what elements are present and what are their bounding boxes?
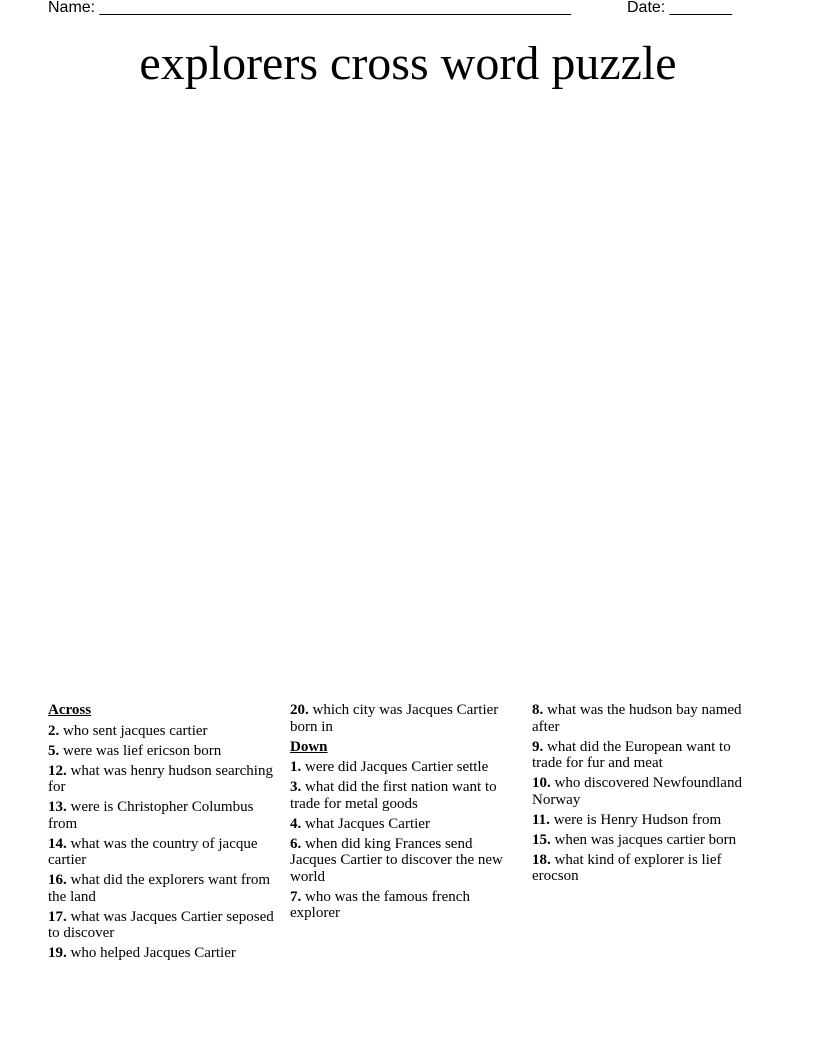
- clue-number: 18.: [532, 851, 551, 868]
- down-clue: [290, 816, 522, 833]
- crossword-grid-area: [48, 110, 768, 690]
- clue-text: what did the first nation want to trade for metal goods: [290, 779, 497, 812]
- date-label: Date:: [627, 0, 670, 16]
- clue-text: which city was Jacques Cartier born in: [290, 702, 499, 735]
- down-clue: [532, 739, 764, 772]
- down-clue: [532, 812, 764, 829]
- across-clue: [48, 872, 280, 905]
- down-clue: [532, 852, 764, 885]
- across-clue: [48, 723, 280, 740]
- down-clue: [290, 889, 522, 922]
- clue-text: what was the country of jacque cartier: [48, 835, 258, 868]
- clue-number: 20.: [290, 702, 309, 718]
- clue-number: 11.: [532, 811, 550, 828]
- clue-column-3: [532, 702, 764, 888]
- clue-number: 8.: [532, 702, 544, 718]
- clue-number: 13.: [48, 799, 67, 815]
- down-clue: [532, 702, 764, 735]
- clue-text: what was the hudson bay named after: [532, 702, 742, 735]
- name-label: Name:: [48, 0, 100, 16]
- clue-number: 3.: [290, 779, 302, 795]
- clue-number: 16.: [48, 872, 67, 888]
- across-clue: [48, 945, 280, 962]
- clue-number: 6.: [290, 835, 302, 852]
- date-field: [627, 0, 732, 17]
- across-clue: [290, 702, 522, 735]
- clue-number: 19.: [48, 945, 67, 961]
- down-clue: [290, 759, 522, 776]
- clue-text: what kind of explorer is lief erocson: [532, 851, 722, 884]
- clue-number: 10.: [532, 775, 551, 791]
- name-field: [48, 0, 571, 17]
- clue-number: 1.: [290, 759, 302, 775]
- clue-text: were is Christopher Columbus from: [48, 799, 254, 832]
- clue-text: who helped Jacques Cartier: [66, 945, 236, 961]
- clue-text: what did the European want to trade for fur and meat: [532, 738, 731, 771]
- clue-number: 5.: [48, 742, 60, 759]
- clue-text: what did the explorers want from the land: [48, 872, 271, 905]
- across-clue: [48, 763, 280, 796]
- clue-text: when was jacques cartier born: [550, 831, 737, 848]
- down-clue: [290, 836, 522, 886]
- clue-number: 17.: [48, 908, 67, 925]
- clue-text: were is Henry Hudson from: [549, 811, 722, 828]
- clue-number: 7.: [290, 888, 302, 905]
- clue-text: what was henry hudson searching for: [48, 762, 273, 795]
- clue-column-2: [290, 702, 522, 925]
- clue-number: 2.: [48, 722, 60, 739]
- clue-number: 4.: [290, 815, 302, 832]
- down-clue: [532, 832, 764, 849]
- clue-column-1: [48, 702, 280, 965]
- clue-number: 12.: [48, 762, 67, 779]
- clue-text: when did king Frances send Jacques Cartier to discover the new world: [290, 835, 503, 885]
- clue-text: who discovered Newfoundland Norway: [532, 775, 742, 808]
- clue-text: were did Jacques Cartier settle: [301, 759, 489, 775]
- clue-number: 14.: [48, 835, 67, 852]
- clue-text: who sent jacques cartier: [59, 722, 208, 739]
- down-heading: Down: [290, 738, 328, 755]
- clue-text: who was the famous french explorer: [290, 888, 470, 921]
- clue-text: were was lief ericson born: [59, 742, 222, 759]
- across-clue: [48, 799, 280, 832]
- clue-number: 15.: [532, 831, 551, 848]
- across-heading: Across: [48, 702, 92, 718]
- down-clue: [532, 775, 764, 808]
- across-clue: [48, 836, 280, 869]
- page-title: explorers cross word puzzle: [139, 37, 677, 90]
- name-blank: _____________________________________________________: [99, 0, 572, 16]
- clue-number: 9.: [532, 738, 544, 755]
- down-clue: [290, 779, 522, 812]
- across-clue: [48, 909, 280, 942]
- across-clue: [48, 743, 280, 760]
- date-blank: _______: [669, 0, 732, 16]
- clue-text: what was Jacques Cartier seposed to discover: [48, 908, 274, 941]
- clue-text: what Jacques Cartier: [301, 815, 430, 832]
